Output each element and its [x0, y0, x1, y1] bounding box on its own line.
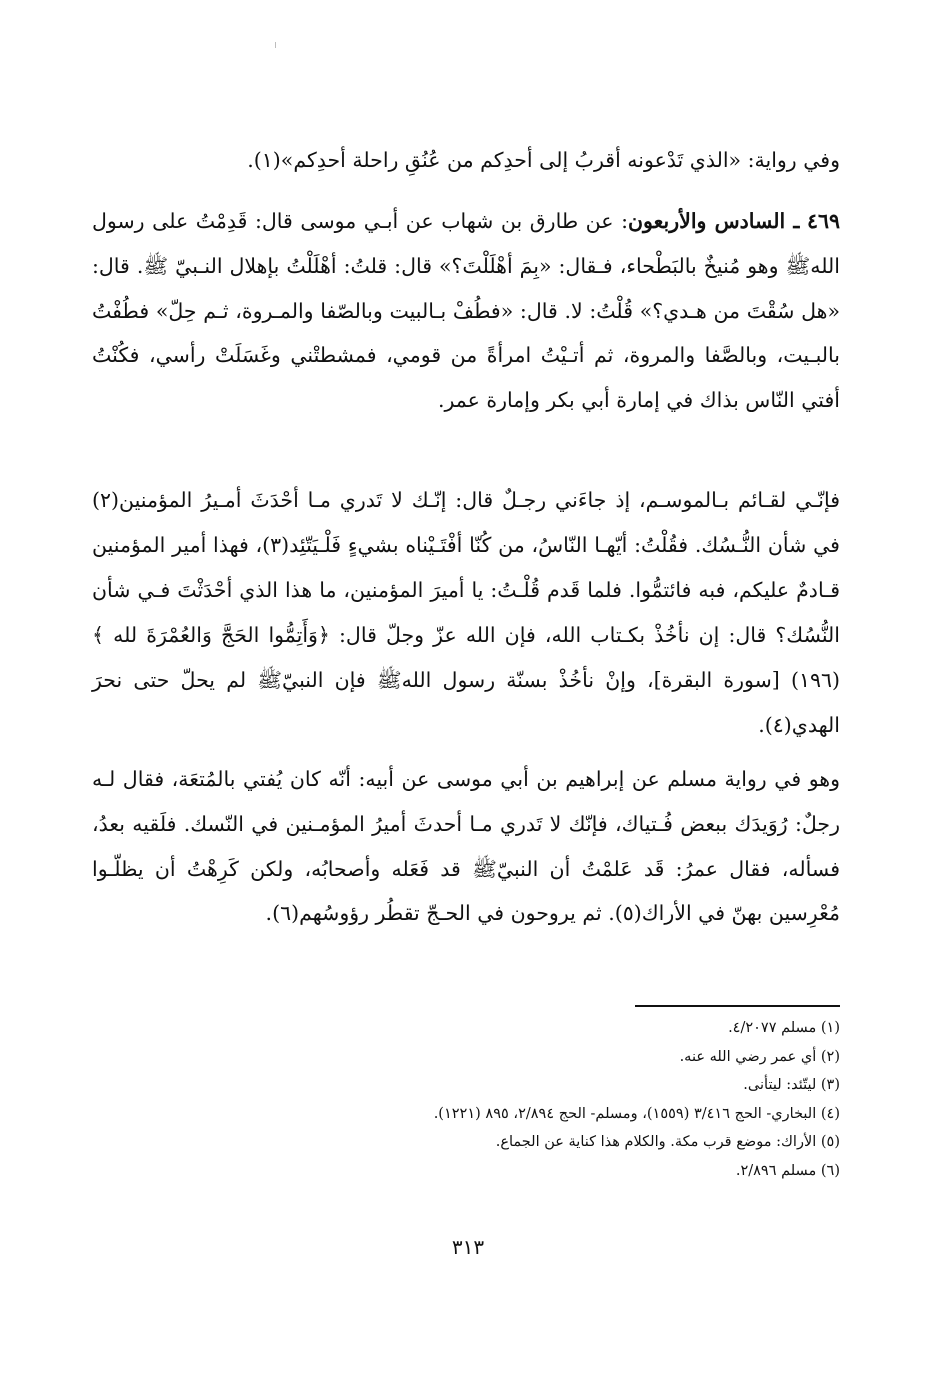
page-number: ٣١٣: [451, 1235, 485, 1259]
footnotes-list: [92, 1014, 840, 1186]
footnote-separator: [635, 1005, 840, 1007]
second-paragraph: [92, 478, 840, 748]
hadith-title: ـ السادس والأربعون: [627, 209, 800, 233]
hadith-paragraph: [92, 199, 840, 423]
footnote-item: (٣) ليتّئد: ليتأنى.: [743, 1077, 840, 1094]
footnote-item: (٦) مسلم ٢/٨٩٦.: [735, 1162, 840, 1179]
scan-mark: [275, 42, 276, 48]
footnote-item: (٥) الأراك: موضع قرب مكة. والكلام هذا كناية عن الجماع.: [495, 1134, 840, 1151]
footnote-item: (٢) أي عمر رضي الله عنه.: [679, 1048, 840, 1065]
third-paragraph: [92, 757, 840, 936]
intro-paragraph: [92, 138, 840, 183]
intro-text: وفي رواية: «الذي تَدْعونه أقربُ إلى أحدِكم من عُنُقِ راحلة أحدِكم»(١).: [247, 148, 840, 172]
hadith-number: ٤٦٩: [806, 209, 840, 233]
second-paragraph-text: فإنّـي لقـائم بـالموسـم، إذ جاءَني رجـلٌ قال: إنّـك لا تَدري مـا أحْدَثَ أمـيرُ المؤمنين(٢) في شأن النُّـسُك. فقُلْتُ: أيّهـا النّاسُ، من كُنّا أفْتَـيْناه بشيءٍ فَلْـيَتّئِد(٣)، فهذا أمير المؤمنين قـادمٌ عليكم، فبه فائتمُّوا. فلما قَدم قُلْـتُ: يا أميرَ المؤمنين، ما هذا الذي أحْدَثْتَ فـي شأن النُّسُك؟ قال: إن نأخُذْ بكـتاب الله، فإن الله عزّ وجلّ قال: ﴿وَأَتِمُّوا الحَجَّ وَالعُمْرَةَ لله ﴾ (١٩٦) [سورة البقرة]، وإنْ نأخُذْ بسنّة رسول اللهﷺ فإن النبيّﷺ لم يحلّ حتى نحرَ الهدي(٤).: [92, 488, 840, 737]
footnote-item: (١) مسلم ٤/٢٠٧٧.: [728, 1020, 840, 1036]
third-paragraph-text: وهو في رواية مسلم عن إبراهيم بن أبي موسى عن أبيه: أنّه كان يُفتي بالمُتعَة، فقال لـه رجلٌ: رُوَيدَك ببعض فُـتياك، فإنّك لا تَدري مـا أحدثَ أميرُ المؤمـنين في النّسك. فلَقيه بعدُ، فسأله، فقال عمرُ: قَد عَلمْتُ أن النبيّﷺ قد فَعَله وأصحابُه، ولكن كَرِهْتُ أن يظلّـوا مُعْرِسين بهنّ في الأراك(٥). ثم يروحون في الحـجّ تقطُر رؤوسُهم(٦).: [92, 767, 840, 926]
hadith-body: : عن طارق بن شهاب عن أبـي موسى قال: قَدِمْتُ على رسول اللهﷺ وهو مُنيخٌ بالبَطْحاء، فـقال: «بِمَ أهْلَلْتَ؟» قال: قلتُ: أهْلَلْتُ بإهلال النـبيّ ﷺ. قال: «هل سُقْتَ من هـدي؟» قُلْتُ: لا. قال: «فطُفْ بـالبيت وبالصّفا والمـروة، ثـم حِلّ» فطُفْتُ بالبـيت، وبالصَّفا والمروة، ثم أتـيْتُ امرأةً من قومي، فمشطتْني وغَسَلَتْ رأسي، فكُنْتُ أفتي النّاس بذاك في إمارة أبي بكر وإمارة عمر.: [92, 209, 840, 413]
footnote-item: (٤) البخاري- الحج ٣/٤١٦ (١٥٥٩)، ومسلم- الحج ٢/٨٩٤، ٨٩٥ (١٢٢١).: [433, 1105, 840, 1122]
